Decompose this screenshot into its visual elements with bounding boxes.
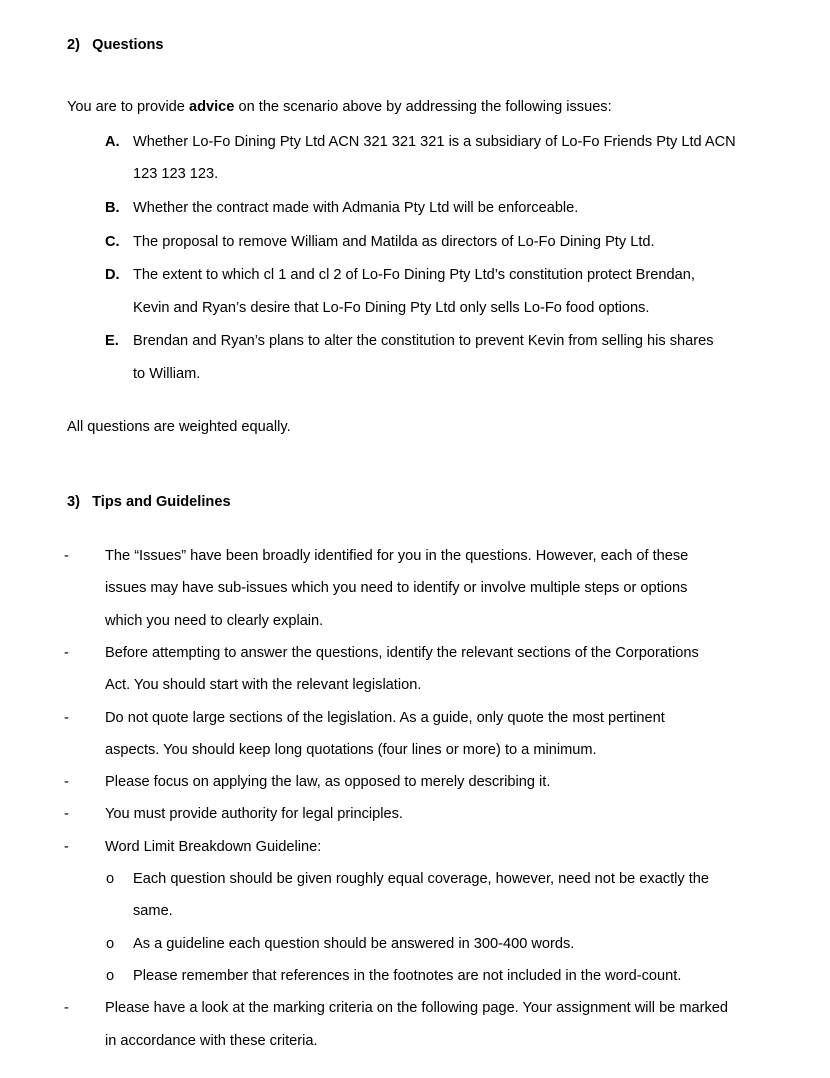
question-text: to William. — [133, 366, 201, 382]
question-letter: B. — [105, 200, 120, 216]
tip-text: The “Issues” have been broadly identified for you in the questions. However, each of these — [105, 548, 689, 564]
sub-tip-text: Please remember that references in the footnotes are not included in the word-count. — [133, 967, 682, 984]
question-letter: C. — [105, 234, 120, 250]
question-text: 123 123 123. — [133, 166, 219, 182]
questions-heading — [67, 36, 164, 54]
tip-text: Do not quote large sections of the legislation. As a guide, only quote the most pertinent — [105, 709, 665, 726]
heading-number: 2) — [67, 37, 80, 53]
weighting-note: All questions are weighted equally. — [67, 419, 291, 435]
intro-text: You are to provide — [67, 99, 189, 115]
tip-text: aspects. You should keep long quotations (four lines or more) to a minimum. — [105, 741, 597, 758]
bullet-dash: - — [64, 548, 69, 564]
heading-number: 3) — [67, 494, 80, 510]
question-text: Whether the contract made with Admania Pty Ltd will be enforceable. — [133, 200, 579, 216]
questions-intro — [67, 98, 612, 116]
sub-tip-text: Each question should be given roughly equal coverage, however, need not be exactly the — [133, 871, 710, 887]
question-text: The extent to which cl 1 and cl 2 of Lo-Fo Dining Pty Ltd’s constitution protect Brendan, — [133, 267, 695, 283]
heading-text: Questions — [92, 37, 164, 53]
tip-text: You must provide authority for legal principles. — [105, 806, 403, 823]
tip-text: in accordance with these criteria. — [105, 1032, 318, 1049]
question-letter: A. — [105, 134, 120, 150]
bullet-dash: - — [64, 806, 69, 823]
tip-text: issues may have sub-issues which you need to identify or involve multiple steps or options — [105, 580, 688, 597]
question-text: The proposal to remove William and Matilda as directors of Lo-Fo Dining Pty Ltd. — [133, 234, 655, 250]
question-text: Brendan and Ryan’s plans to alter the constitution to prevent Kevin from selling his shares — [133, 333, 714, 349]
sub-bullet-marker: o — [106, 967, 115, 984]
tip-text: Act. You should start with the relevant legislation. — [105, 677, 422, 694]
intro-bold: advice — [188, 99, 235, 115]
tip-text: Please focus on applying the law, as opposed to merely describing it. — [105, 774, 551, 791]
question-letter: E. — [105, 333, 119, 349]
bullet-dash: - — [64, 644, 69, 661]
bullet-dash: - — [64, 1000, 69, 1017]
question-text: Kevin and Ryan’s desire that Lo-Fo Dining Pty Ltd only sells Lo-Fo food options. — [133, 300, 650, 316]
question-letter: D. — [105, 267, 120, 283]
tip-text: Please have a look at the marking criteria on the following page. Your assignment will be marked — [105, 1000, 729, 1017]
intro-text-end: on the scenario above by addressing the following issues: — [234, 99, 612, 115]
bullet-dash: - — [64, 774, 69, 791]
tip-text: Before attempting to answer the questions, identify the relevant sections of the Corporations — [105, 644, 699, 661]
sub-bullet-marker: o — [106, 871, 115, 887]
heading-text: Tips and Guidelines — [92, 494, 231, 510]
sub-bullet-marker: o — [106, 935, 115, 952]
tip-text: which you need to clearly explain. — [105, 612, 324, 629]
tip-text: Word Limit Breakdown Guideline: — [105, 838, 322, 855]
question-text: Whether Lo-Fo Dining Pty Ltd ACN 321 321 321 is a subsidiary of Lo-Fo Friends Pty Ltd ACN — [133, 134, 736, 150]
sub-tip-text: same. — [133, 903, 173, 920]
sub-tip-text: As a guideline each question should be answered in 300-400 words. — [133, 935, 575, 952]
bullet-dash: - — [64, 838, 69, 855]
bullet-dash: - — [64, 709, 69, 726]
tips-heading — [67, 493, 231, 511]
